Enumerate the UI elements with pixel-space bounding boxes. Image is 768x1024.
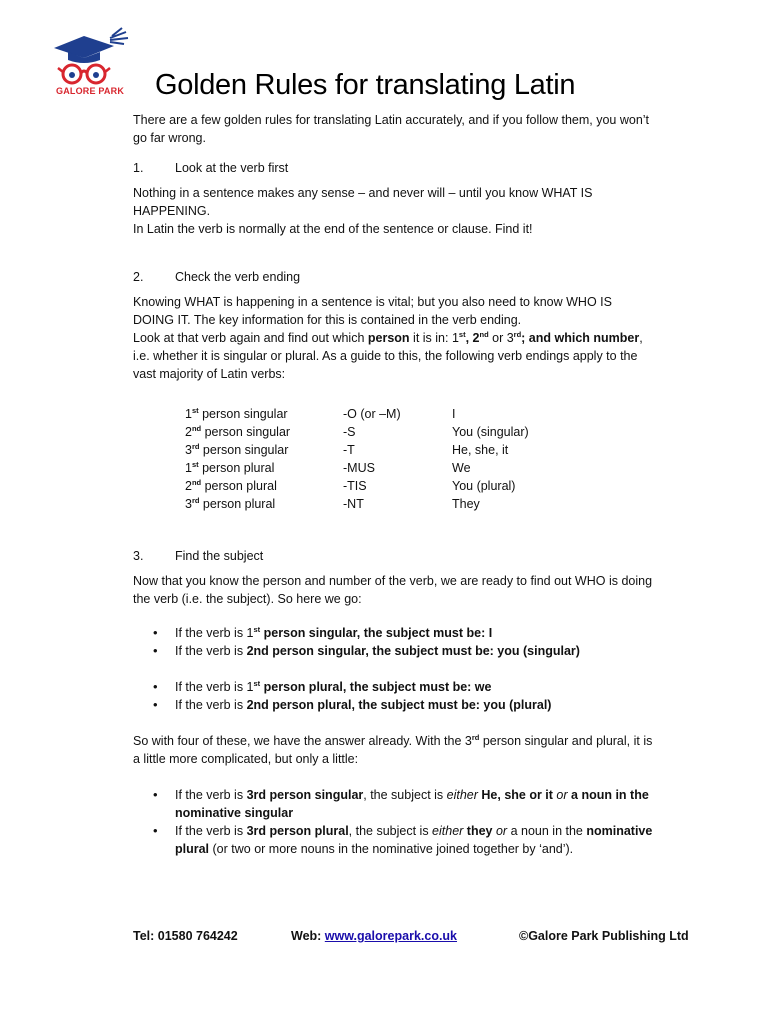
section-number: 1. — [133, 161, 144, 175]
endings-row: 3rd person plural -NT They — [185, 495, 480, 511]
bullet-list — [133, 624, 653, 660]
section-title: Check the verb ending — [175, 270, 301, 284]
list-item: • If the verb is 2nd person singular, the subject must be: you (singular) — [133, 642, 653, 660]
bullet-list — [133, 678, 653, 714]
section-3-heading — [133, 547, 653, 565]
section-2-paragraph-2: Look at that verb again and find out which person it is in: 1st, 2nd or 3rd; and which number, i.e. whether it is singular or plural. As a guide to this, the following verb endings apply to the vast majority of Latin verbs: — [133, 329, 643, 381]
list-item: • If the verb is 3rd person plural, the subject is either they or a noun in the nominative plural (or two or more nouns in the nominative joined together by ‘and’). — [133, 822, 653, 858]
logo-text: GALORE PARK — [56, 86, 125, 96]
bullet-list — [133, 786, 653, 858]
section-3-middle-paragraph: So with four of these, we have the answer already. With the 3rd person singular and plural, it is a little more complicated, but only a little: — [133, 732, 653, 766]
footer-telephone: Tel: 01580 764242 — [133, 929, 238, 943]
list-item: • If the verb is 1st person plural, the subject must be: we — [133, 678, 653, 696]
website-link[interactable]: www.galorepark.co.uk — [324, 929, 458, 943]
footer-web: Web: www.galorepark.co.uk — [291, 929, 458, 943]
list-item: • If the verb is 2nd person plural, the subject must be: you (plural) — [133, 696, 653, 714]
endings-row: 2nd person singular -S You (singular) — [185, 423, 529, 439]
page-title: Golden Rules for translating Latin — [155, 69, 576, 102]
section-1-line-2: In Latin the verb is normally at the end of the sentence or clause. Find it! — [133, 222, 533, 236]
list-item: • If the verb is 3rd person singular, the subject is either He, she or it or a noun in the nominative singular — [133, 786, 653, 822]
section-2-line-1: Knowing WHAT is happening in a sentence is vital; but you also need to know WHO IS DOING IT. The key information for this is contained in the verb ending. — [133, 295, 612, 327]
verb-endings-table — [185, 405, 653, 513]
list-item: • If the verb is 1st person singular, the subject must be: I — [133, 624, 653, 642]
footer-copyright: ©Galore Park Publishing Ltd — [519, 929, 689, 943]
section-number: 3. — [133, 549, 144, 563]
endings-row: 1st person plural -MUS We — [185, 459, 471, 475]
endings-row: 3rd person singular -T He, she, it — [185, 441, 509, 457]
section-number: 2. — [133, 270, 144, 284]
section-3-intro: Now that you know the person and number of the verb, we are ready to find out WHO is doing the verb (i.e. the subject). So here we go: — [133, 574, 653, 606]
endings-row: 2nd person plural -TIS You (plural) — [185, 477, 516, 493]
section-1-heading — [133, 159, 653, 177]
endings-row: 1st person singular -O (or –M) I — [185, 405, 456, 421]
section-2-heading — [133, 268, 653, 286]
section-title: Find the subject — [175, 549, 264, 563]
section-1-line-1: Nothing in a sentence makes any sense – and never will – until you know WHAT IS HAPPENING. — [133, 186, 593, 218]
intro-paragraph: There are a few golden rules for translating Latin accurately, and if you follow them, you won’t go far wrong. — [133, 113, 650, 145]
document-body — [133, 111, 653, 858]
section-title: Look at the verb first — [175, 161, 289, 175]
mortarboard-owl-icon — [50, 26, 132, 88]
